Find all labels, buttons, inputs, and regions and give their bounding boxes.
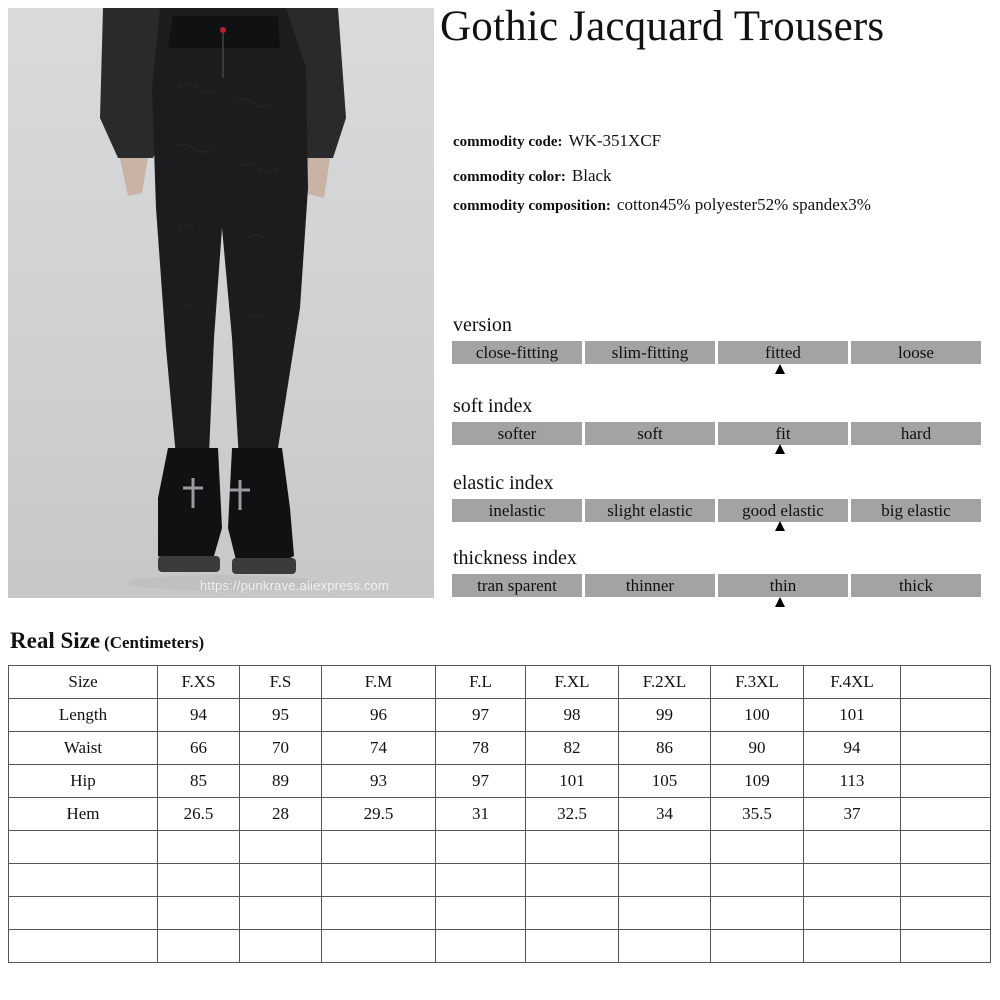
table-cell: 94 [158,699,240,732]
table-cell [711,897,804,930]
index-option: slight elastic [585,499,715,522]
index-option: thin [718,574,848,597]
table-cell: 89 [240,765,322,798]
table-cell [901,897,991,930]
table-cell [436,831,526,864]
table-cell [804,897,901,930]
table-header-cell: F.4XL [804,666,901,699]
table-cell [9,930,158,963]
selected-marker-arrow-icon [775,597,785,607]
index-option: fit [718,422,848,445]
table-cell: 78 [436,732,526,765]
table-cell [901,699,991,732]
table-cell: 113 [804,765,901,798]
table-cell [240,831,322,864]
index-scale-version [452,341,982,364]
table-cell: 101 [804,699,901,732]
index-option: soft [585,422,715,445]
table-row [9,831,991,864]
table-cell [711,930,804,963]
index-scale-thickness [452,574,982,597]
index-option: loose [851,341,981,364]
table-cell: 100 [711,699,804,732]
detail-value: Black [571,166,612,185]
table-row [9,864,991,897]
index-option: inelastic [452,499,582,522]
table-cell [804,864,901,897]
table-cell [901,798,991,831]
table-row [9,699,991,732]
index-option: big elastic [851,499,981,522]
index-label-thickness: thickness index [453,547,577,569]
table-cell [711,864,804,897]
table-cell [526,831,619,864]
table-cell: 105 [619,765,711,798]
table-cell [158,897,240,930]
table-cell [158,831,240,864]
detail-key: commodity code: [453,134,563,150]
selected-marker-arrow-icon [775,444,785,454]
size-table-body [9,666,991,963]
detail-commodity-code [453,131,661,151]
table-row [9,765,991,798]
table-header-cell: F.L [436,666,526,699]
index-option: fitted [718,341,848,364]
table-cell: 34 [619,798,711,831]
table-cell [9,831,158,864]
table-cell [711,831,804,864]
size-chart-title [10,628,204,654]
table-header-cell: F.M [322,666,436,699]
table-cell [9,864,158,897]
table-cell [619,864,711,897]
table-cell: 35.5 [711,798,804,831]
table-cell: Hem [9,798,158,831]
index-scale-soft [452,422,982,445]
table-header-cell: Size [9,666,158,699]
table-cell: 31 [436,798,526,831]
table-cell [240,930,322,963]
table-row [9,732,991,765]
table-cell: 37 [804,798,901,831]
selected-marker-arrow-icon [775,521,785,531]
size-table [8,665,991,963]
table-header-cell: F.3XL [711,666,804,699]
table-cell [804,930,901,963]
product-title: Gothic Jacquard Trousers [440,3,885,50]
index-label-soft: soft index [453,395,533,417]
table-cell: 95 [240,699,322,732]
table-cell [526,864,619,897]
table-cell [619,930,711,963]
detail-key: commodity composition: [453,198,611,214]
table-cell: 29.5 [322,798,436,831]
table-header-cell: F.XS [158,666,240,699]
table-cell [901,831,991,864]
table-cell: 66 [158,732,240,765]
table-cell: 85 [158,765,240,798]
table-row [9,930,991,963]
table-cell [436,864,526,897]
table-cell [901,930,991,963]
index-scale-elastic [452,499,982,522]
table-cell: 90 [711,732,804,765]
table-cell: 82 [526,732,619,765]
table-cell: 26.5 [158,798,240,831]
table-cell: 99 [619,699,711,732]
model-illustration [8,8,434,598]
index-option: thick [851,574,981,597]
table-cell: Length [9,699,158,732]
index-option: good elastic [718,499,848,522]
index-option: close-fitting [452,341,582,364]
index-option: tran sparent [452,574,582,597]
table-cell: 94 [804,732,901,765]
table-cell [619,831,711,864]
table-row [9,897,991,930]
selected-marker-arrow-icon [775,364,785,374]
table-cell [9,897,158,930]
table-cell: 98 [526,699,619,732]
detail-key: commodity color: [453,169,566,185]
table-cell [436,897,526,930]
detail-value: WK-351XCF [568,131,662,150]
table-cell: Waist [9,732,158,765]
index-option: hard [851,422,981,445]
table-cell: 93 [322,765,436,798]
table-cell [240,864,322,897]
detail-value: cotton45% polyester52% spandex3% [616,195,871,214]
table-header-row [9,666,991,699]
table-cell [436,930,526,963]
index-option: slim-fitting [585,341,715,364]
table-cell [526,930,619,963]
table-header-cell: F.2XL [619,666,711,699]
table-cell [322,831,436,864]
table-cell [322,864,436,897]
index-option: softer [452,422,582,445]
table-cell [158,930,240,963]
table-cell [322,897,436,930]
table-cell: 97 [436,765,526,798]
size-chart-unit: (Centimeters) [104,633,205,652]
table-cell [240,897,322,930]
index-label-elastic: elastic index [453,472,554,494]
table-cell: 96 [322,699,436,732]
table-cell: 28 [240,798,322,831]
table-row [9,798,991,831]
table-cell: 32.5 [526,798,619,831]
photo-watermark: https://punkrave.aliexpress.com [200,578,390,593]
table-cell: 97 [436,699,526,732]
table-cell: 86 [619,732,711,765]
table-cell: 109 [711,765,804,798]
size-chart-heading: Real Size [10,628,101,653]
table-cell [901,765,991,798]
table-cell [158,864,240,897]
table-cell [901,864,991,897]
product-photo [8,8,434,598]
table-cell [901,732,991,765]
table-cell: Hip [9,765,158,798]
table-cell: 70 [240,732,322,765]
index-label-version: version [453,314,512,336]
table-cell [526,897,619,930]
table-cell [804,831,901,864]
detail-commodity-color [453,166,612,186]
table-header-cell: F.XL [526,666,619,699]
table-cell [619,897,711,930]
index-option: thinner [585,574,715,597]
table-cell: 74 [322,732,436,765]
table-header-cell: F.S [240,666,322,699]
table-cell: 101 [526,765,619,798]
table-header-cell [901,666,991,699]
detail-commodity-composition [453,195,871,215]
table-cell [322,930,436,963]
